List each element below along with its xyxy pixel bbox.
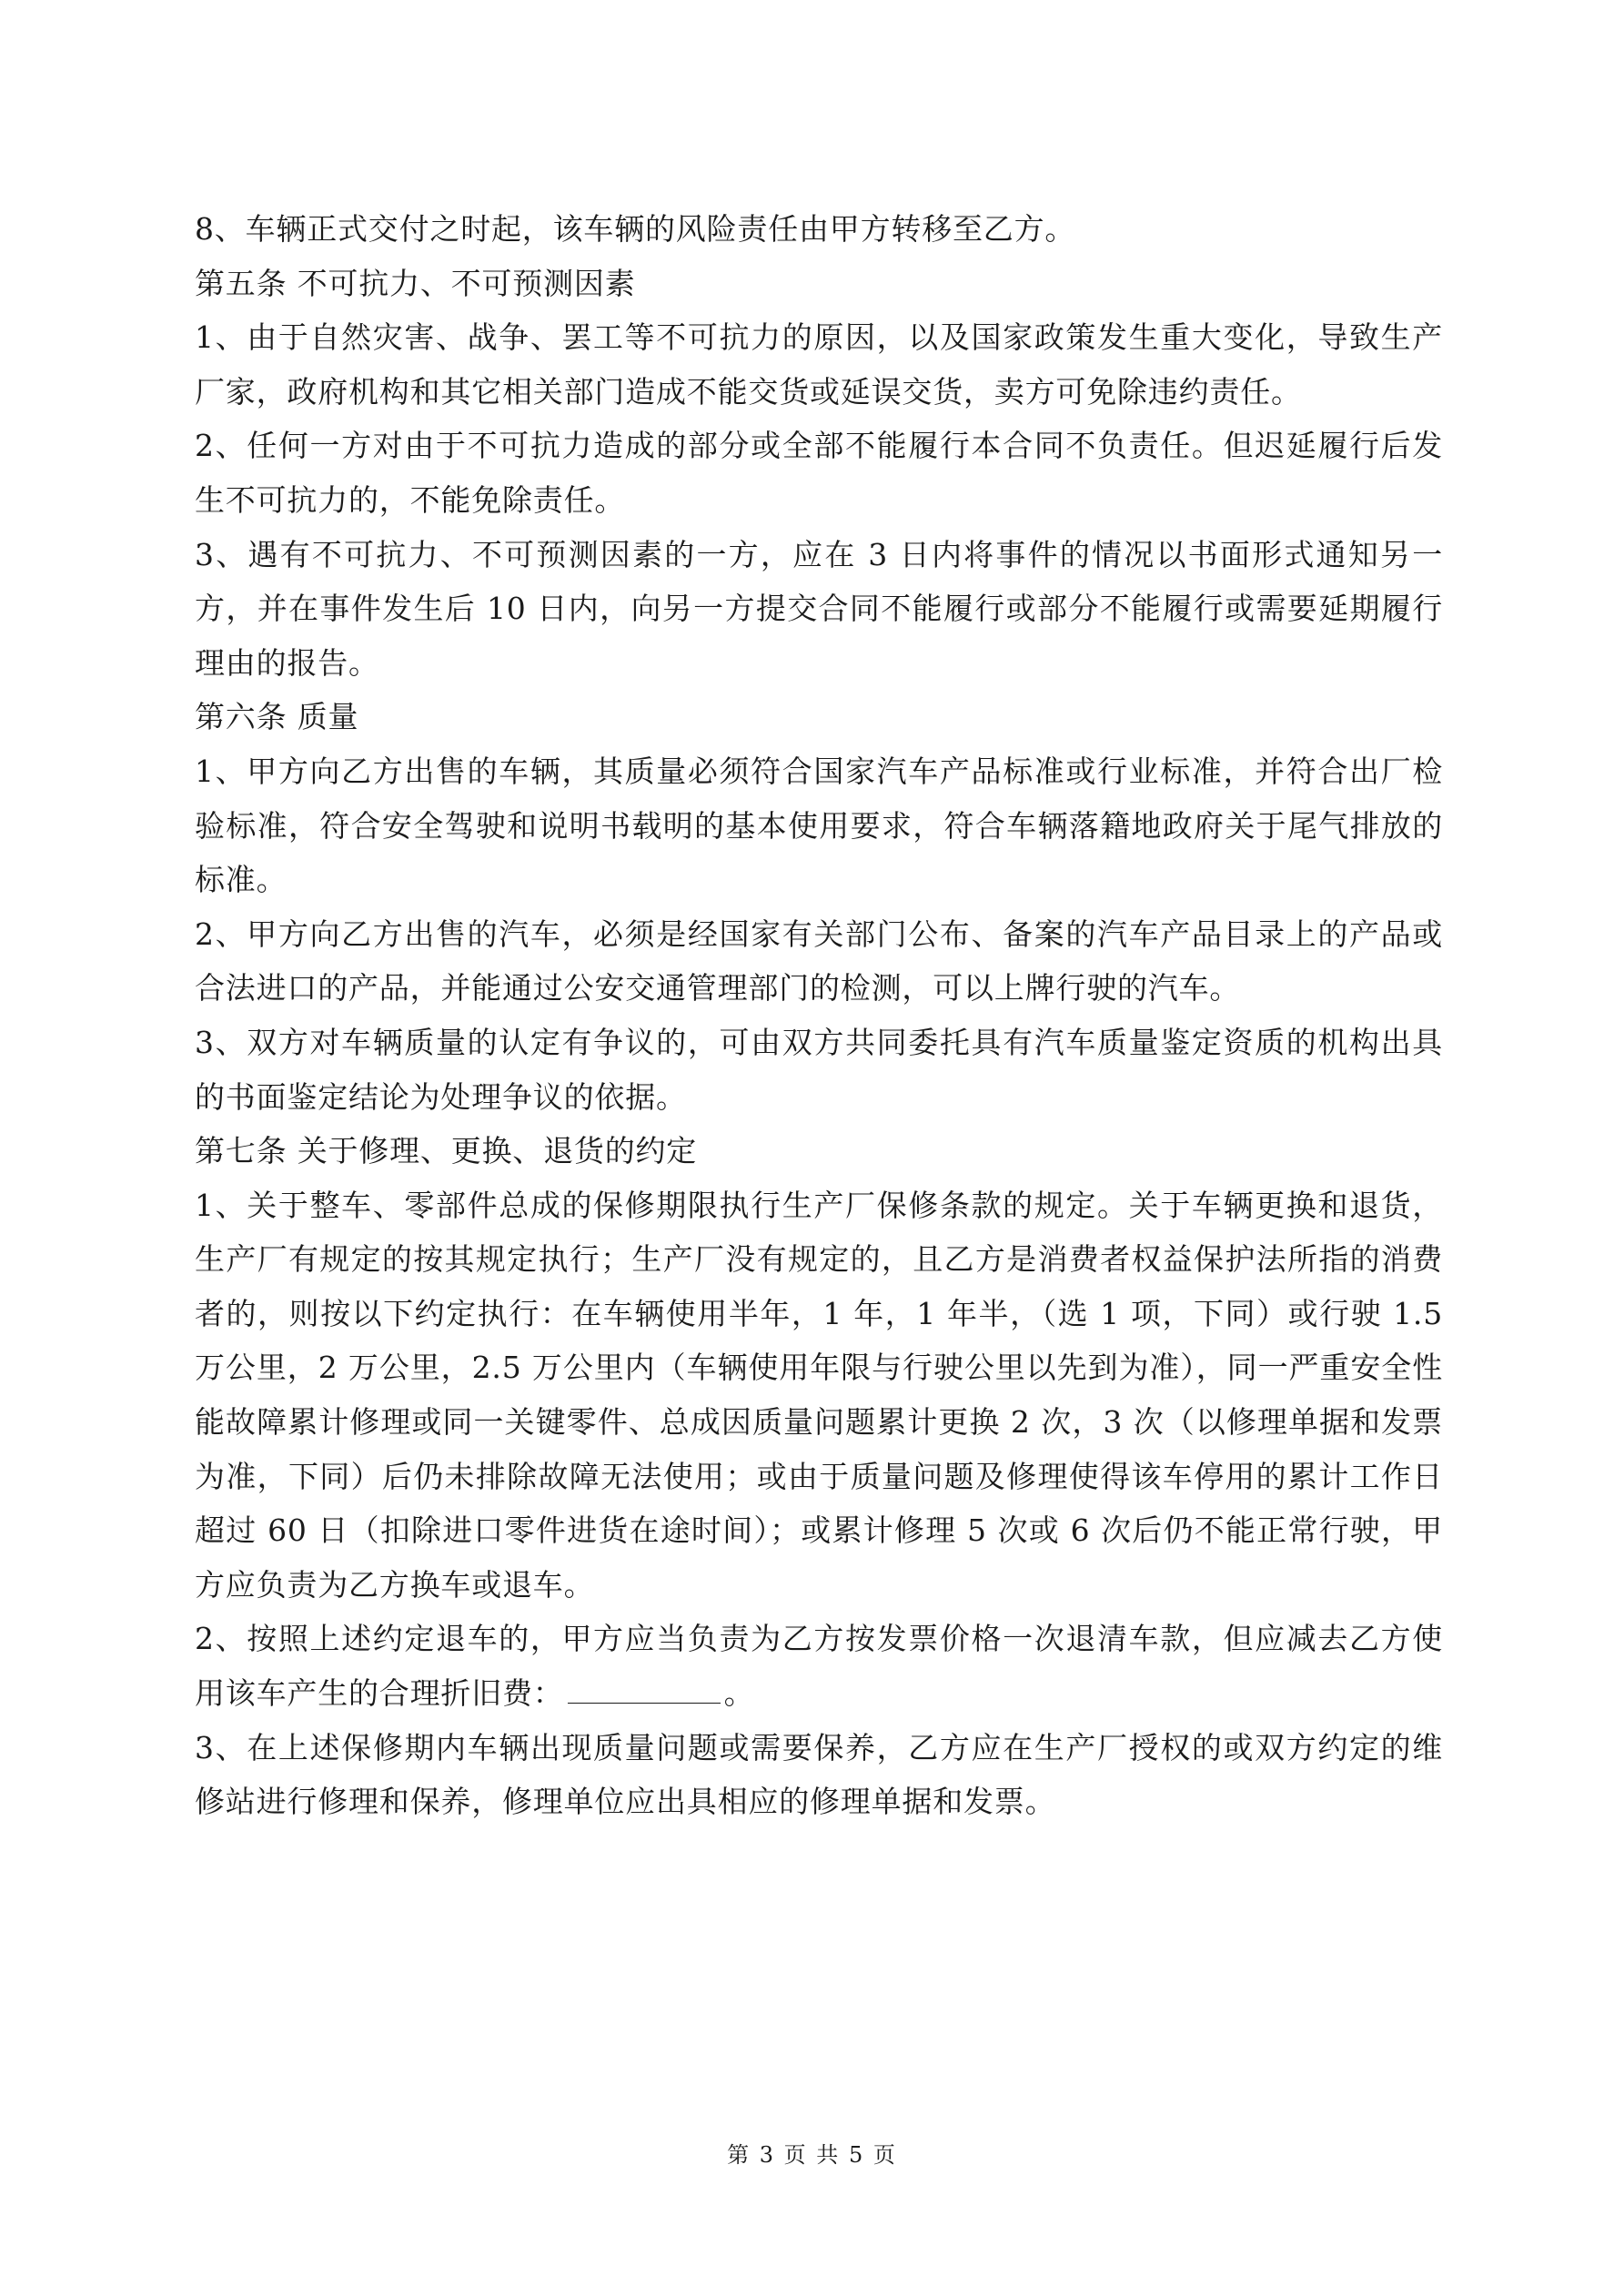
- article-5-heading: 第五条 不可抗力、不可预测因素: [195, 265, 636, 301]
- paragraph-article7-item1: 1、关于整车、零部件总成的保修期限执行生产厂保修条款的规定。关于车辆更换和退货，生产厂有规定的按其规定执行；生产厂没有规定的，且乙方是消费者权益保护法所指的消费者的，则按以下约定执行：在车辆使用半年，1 年，1 年半，（选 1 项，下同）或行驶 1.5 万公里，2 万公里，2.5 万公里内（车辆使用年限与行驶公里以先到为准），同一严重安全性能故障累计修理或同一关键零件、总成因质量问题累计更换 2 次，3 次（以修理单据和发票为准，下同）后仍未排除故障无法使用；或由于质量问题及修理使得该车停用的累计工作日超过 60 日（扣除进口零件进货在途时间）；或累计修理 5 次或 6 次后仍不能正常行驶，甲方应负责为乙方换车或退车。: [195, 1187, 1443, 1603]
- paragraph-article6-item1: 1、甲方向乙方出售的车辆，其质量必须符合国家汽车产品标准或行业标准，并符合出厂检验标准，符合安全驾驶和说明书载明的基本使用要求，符合车辆落籍地政府关于尾气排放的标准。: [195, 753, 1443, 898]
- depreciation-fill-blank[interactable]: [568, 1677, 721, 1704]
- depreciation-end: 。: [723, 1675, 755, 1712]
- article-6-heading: 第六条 质量: [195, 699, 359, 735]
- paragraph-article6-item3: 3、双方对车辆质量的认定有争议的，可由双方共同委托具有汽车质量鉴定资质的机构出具的书面鉴定结论为处理争议的依据。: [195, 1024, 1443, 1115]
- page-number-footer: 第 3 页 共 5 页: [727, 2142, 897, 2168]
- paragraph-article7-item3: 3、在上述保修期内车辆出现质量问题或需要保养，乙方应在生产厂授权的或双方约定的维修站进行修理和保养，修理单位应出具相应的修理单据和发票。: [195, 1729, 1443, 1820]
- paragraph-article4-item8: 8、车辆正式交付之时起，该车辆的风险责任由甲方转移至乙方。: [195, 211, 1076, 247]
- paragraph-article5-item1: 1、由于自然灾害、战争、罢工等不可抗力的原因，以及国家政策发生重大变化，导致生产厂家，政府机构和其它相关部门造成不能交货或延误交货，卖方可免除违约责任。: [195, 319, 1443, 410]
- paragraph-article5-item2: 2、任何一方对由于不可抗力造成的部分或全部不能履行本合同不负责任。但迟延履行后发生不可抗力的，不能免除责任。: [195, 428, 1443, 518]
- paragraph-article6-item2: 2、甲方向乙方出售的汽车，必须是经国家有关部门公布、备案的汽车产品目录上的产品或合法进口的产品，并能通过公安交通管理部门的检测，可以上牌行驶的汽车。: [195, 915, 1443, 1006]
- depreciation-text: 2、按照上述约定退车的，甲方应当负责为乙方按发票价格一次退清车款，但应减去乙方使用该车产生的合理折旧费：: [195, 1621, 1443, 1712]
- document-body: [195, 202, 1443, 1829]
- paragraph-article5-item3: 3、遇有不可抗力、不可预测因素的一方，应在 3 日内将事件的情况以书面形式通知另一方，并在事件发生后 10 日内，向另一方提交合同不能履行或部分不能履行或需要延期履行理由的报告。: [195, 536, 1443, 681]
- article-7-heading: 第七条 关于修理、更换、退货的约定: [195, 1133, 698, 1169]
- paragraph-article7-item2: [195, 1612, 1443, 1720]
